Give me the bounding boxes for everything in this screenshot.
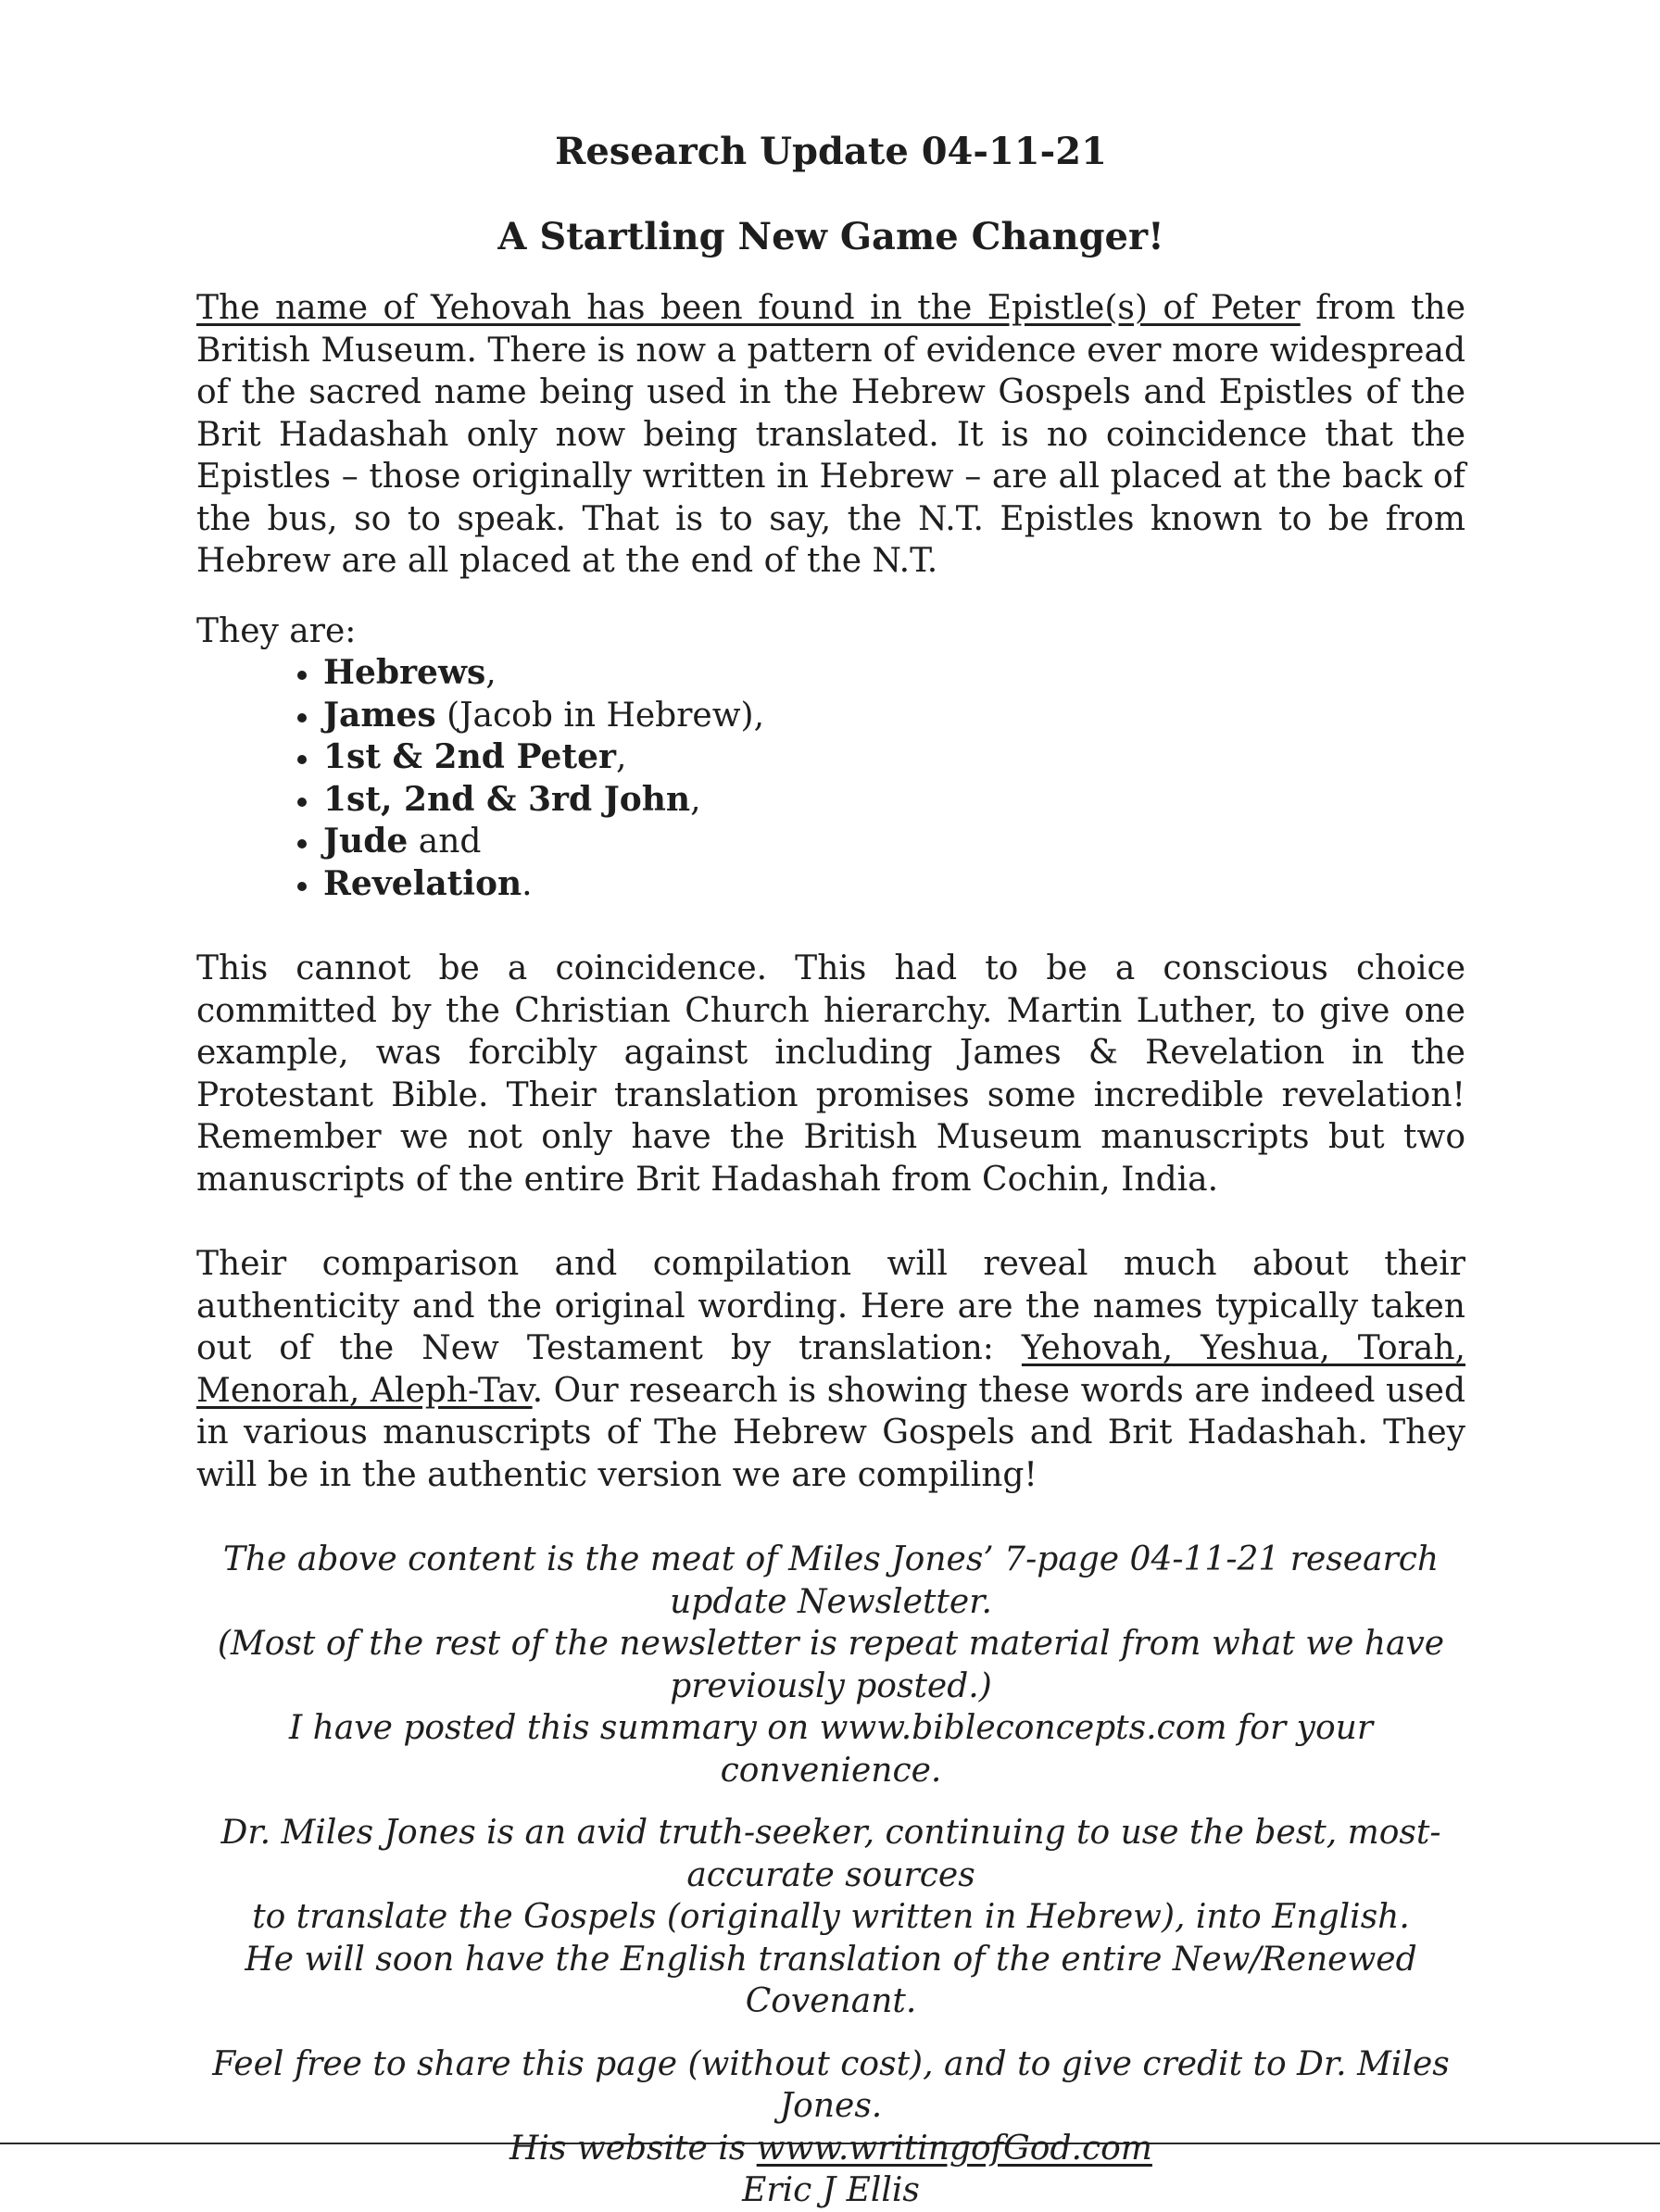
- share-note: [196, 2043, 1465, 2212]
- author-note: [196, 1812, 1465, 2023]
- list-item-bold: James: [323, 695, 436, 735]
- intro-paragraph: [196, 287, 1465, 583]
- list-item: [323, 695, 1465, 737]
- list-item: [323, 736, 1465, 779]
- note-line: I have posted this summary on www.bibleconcepts.com for your convenience.: [288, 1709, 1374, 1790]
- list-item: [323, 863, 1465, 906]
- intro-text: from the British Museum. There is now a pattern of evidence ever more widespread of the sacred name being used in the Hebrew Gospels and Epistles of the Brit Hadashah only now being translated. It is no coincidence that the Epistles – those originally written in Hebrew – are all placed at the back of the bus, so to speak. That is to say, the N.T. Epistles known to be from Hebrew are all placed at the end of the N.T.: [196, 289, 1466, 580]
- website-link[interactable]: www.writingofGod.com: [756, 2129, 1152, 2168]
- list-item-text: ,: [485, 654, 497, 692]
- note-line: His website is: [509, 2129, 757, 2168]
- signature: Eric J Ellis: [742, 2171, 920, 2209]
- intro-underlined-text: The name of Yehovah has been found in the Epistle(s) of Peter: [196, 289, 1301, 327]
- document-title: Research Update 04-11-21: [555, 130, 1107, 173]
- list-lead: They are:: [196, 611, 357, 650]
- list-item-text: ,: [690, 780, 701, 819]
- list-item-bold: Jude: [323, 822, 409, 861]
- list-item-text: (Jacob in Hebrew),: [435, 696, 765, 735]
- list-item-text: and: [408, 823, 482, 861]
- closing-notes: [196, 1539, 1465, 2212]
- note-line: Dr. Miles Jones is an avid truth-seeker, continuing to use the best, most-accurate sources: [220, 1814, 1441, 1894]
- document-subtitle: A Startling New Game Changer!: [497, 215, 1164, 258]
- list-item-text: ,: [615, 738, 627, 776]
- note-line: to translate the Gospels (originally written in Hebrew), into English.: [252, 1898, 1410, 1936]
- epistles-list: [196, 652, 1465, 905]
- note-line: Feel free to share this page (without cost), and to give credit to Dr. Miles Jones.: [212, 2044, 1450, 2125]
- list-item-bold: 1st & 2nd Peter: [323, 737, 616, 776]
- comparison-text-before: Their comparison and compilation will reveal much about their authenticity and the original wording. Here are the names typically taken out of the New Testament by translation:: [196, 1245, 1465, 1367]
- document-body: [196, 130, 1465, 2212]
- note-line: The above content is the meat of Miles Jones’ 7-page 04-11-21 research update Newsletter.: [222, 1540, 1440, 1621]
- note-line: (Most of the rest of the newsletter is repeat material from what we have previously posted.): [217, 1625, 1445, 1705]
- list-item-text: .: [522, 864, 533, 903]
- comparison-text-after: . Our research is showing these words are indeed used in various manuscripts of The Hebrew Gospels and Brit Hadashah. They will be in the authentic version we are compiling!: [196, 1371, 1466, 1494]
- coincidence-paragraph: This cannot be a coincidence. This had to be a conscious choice committed by the Christian Church hierarchy. Martin Luther, to give one example, was forcibly against including James & Revelation in the Protestant Bible. Their translation promises some incredible revelation! Remember we not only have the British Museum manuscripts but two manuscripts of the entire Brit Hadashah from Cochin, India.: [196, 949, 1465, 1199]
- list-item-bold: 1st, 2nd & 3rd John: [323, 779, 691, 819]
- list-item: [323, 779, 1465, 822]
- list-item: [323, 652, 1465, 695]
- list-item-bold: Hebrews: [323, 653, 486, 692]
- list-item-bold: Revelation: [323, 863, 522, 903]
- note-line: He will soon have the English translation of the entire New/Renewed Covenant.: [245, 1940, 1417, 2020]
- list-item: [323, 821, 1465, 863]
- comparison-paragraph: [196, 1243, 1465, 1496]
- names-underlined: Yehovah, Yeshua, Torah, Menorah, Aleph-Tav: [196, 1329, 1465, 1410]
- newsletter-note: [196, 1539, 1465, 1791]
